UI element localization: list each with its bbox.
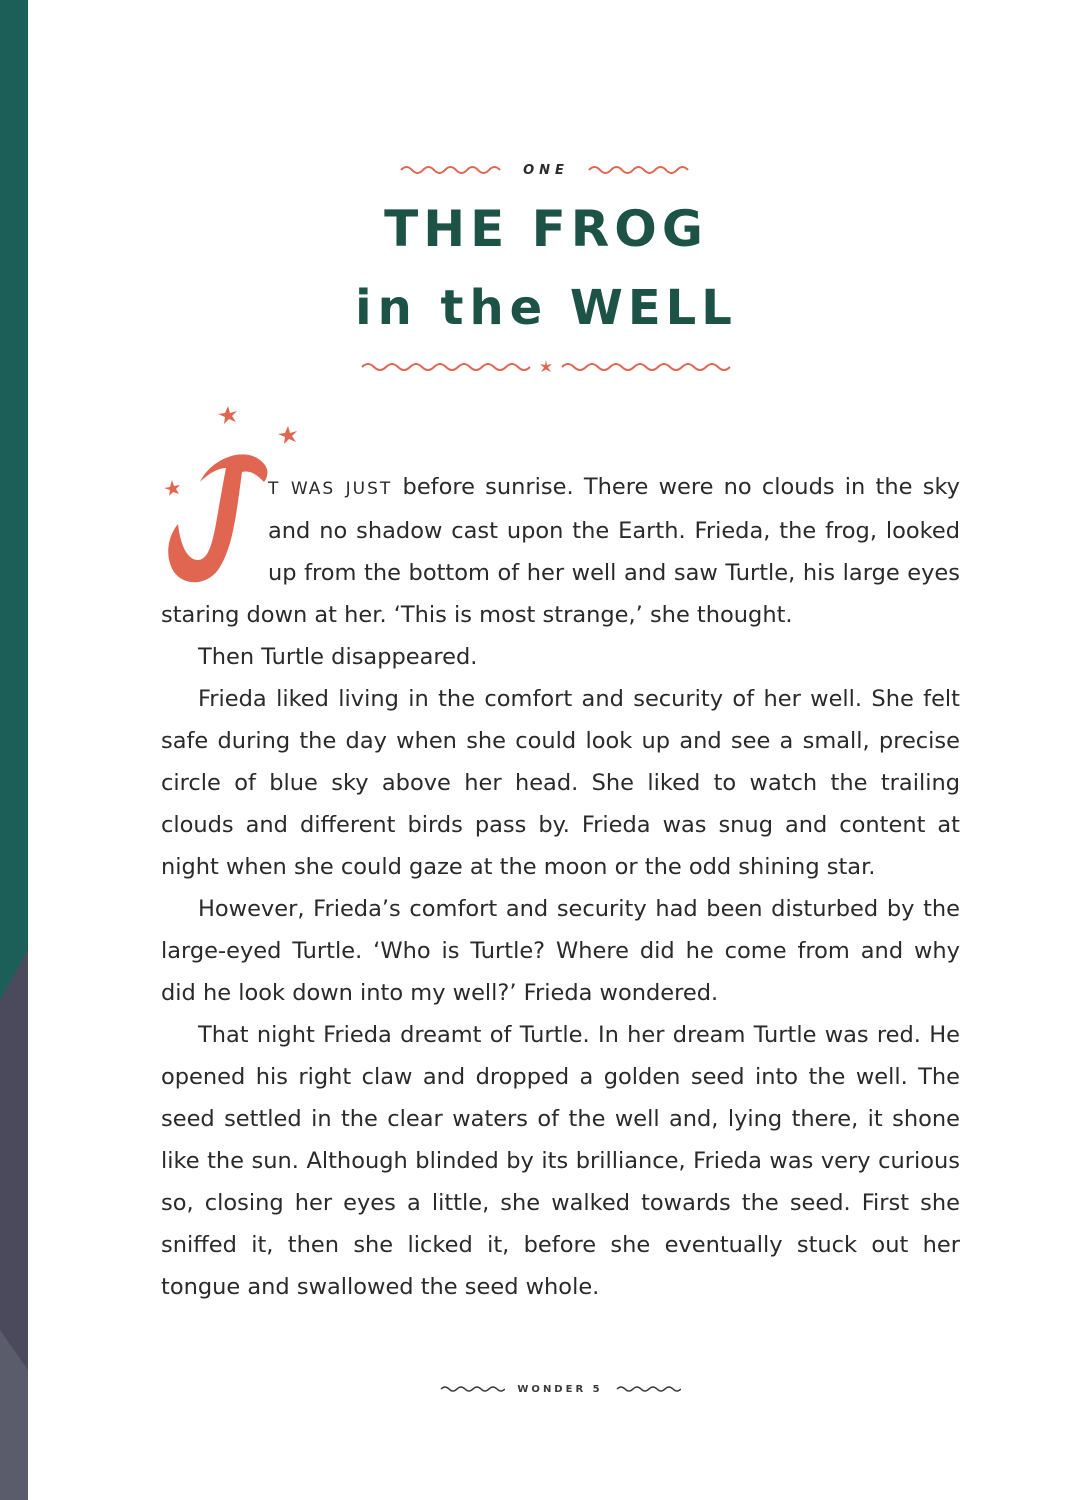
title-divider: [0, 352, 1092, 382]
opening-smallcaps: T WAS JUST: [268, 479, 393, 499]
chapter-title-lower: in the: [355, 280, 549, 336]
wave-ornament-right: [560, 361, 732, 373]
page-footer: [0, 1378, 1092, 1400]
sparkle-icon: [218, 406, 237, 424]
paragraph: That night Frieda dreamt of Turtle. In her dream Turtle was red. He opened his right claw and dropped a golden seed into the well. The seed settled in the clear waters of the well and, lying there, it shone like the sun. Although blinded by its brilliance, Frieda was very curious so, closing her eyes a little, she walked towards the seed. First she sniffed it, then she licked it, before she eventually stuck out her tongue and swallowed the seed whole.: [161, 1022, 960, 1300]
wave-ornament-left: [399, 164, 505, 176]
sparkle-icon: [278, 426, 297, 444]
chapter-number: ONE: [523, 162, 569, 178]
chapter-title-upper: WELL: [569, 280, 737, 336]
paragraph: Frieda liked living in the comfort and security of her well. She felt safe during the day when she could look up and see a small, precise circle of blue sky above her head. She liked to watch the trailing clouds and different birds pass by. Frieda was snug and content at night when she could gaze at the moon or the odd shining star.: [161, 686, 960, 880]
paragraph: Then Turtle disappeared.: [198, 644, 478, 670]
wave-ornament-left: [439, 1384, 505, 1394]
story-text: [161, 466, 960, 1308]
chapter-label: [0, 155, 1092, 185]
opening-rest: before sunrise. There were no clouds in the sky and no shadow cast upon the Earth. Frieda, the frog, looked up from the bottom of her well and saw Turtle, his large eyes staring down at her. ‘This is most strange,’ she thought.: [161, 474, 960, 628]
wave-ornament-right: [587, 164, 693, 176]
wave-ornament-left: [360, 361, 532, 373]
page-folio: WONDER 5: [517, 1383, 603, 1395]
wave-ornament-right: [615, 1384, 681, 1394]
paragraph: However, Frieda’s comfort and security had been disturbed by the large-eyed Turtle. ‘Who is Turtle? Where did he come from and why did he look down into my well?’ Frieda wondered.: [161, 896, 960, 1006]
chapter-title-line-2: [0, 280, 1092, 336]
paragraph-opening: [161, 466, 960, 636]
chapter-title-line-1: THE FROG: [384, 200, 708, 258]
star-icon: [538, 359, 554, 375]
